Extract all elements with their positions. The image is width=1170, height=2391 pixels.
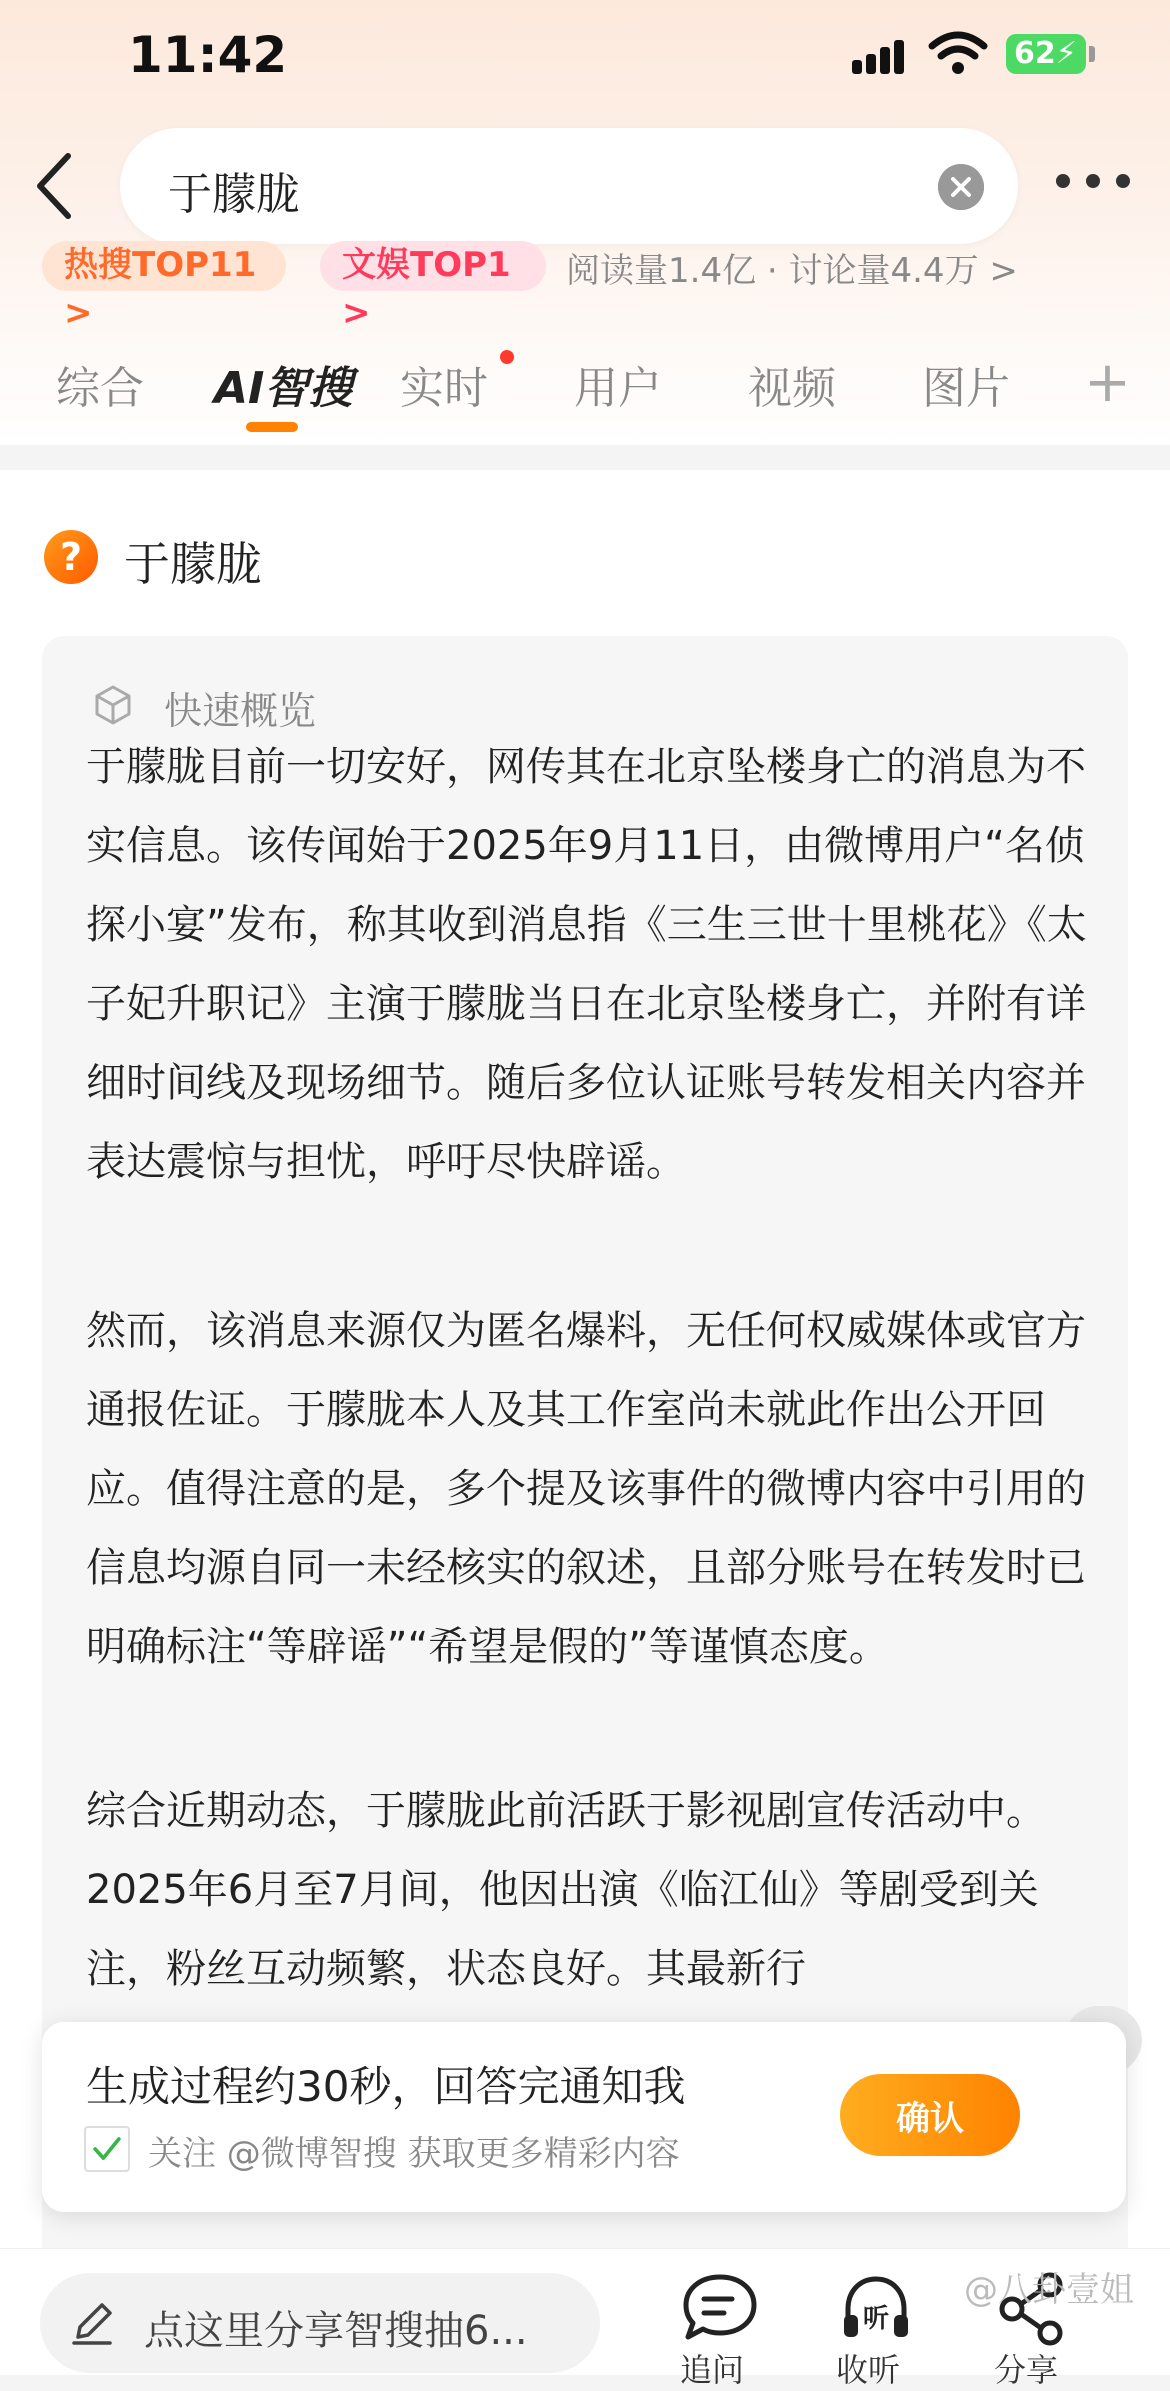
tab-ai-search[interactable]: AI智搜 — [214, 363, 353, 414]
overview-label: 快速概览 — [164, 689, 317, 733]
active-tab-indicator — [246, 422, 298, 432]
back-icon[interactable] — [30, 150, 80, 222]
tab-images[interactable]: 图片 — [922, 363, 1010, 414]
listen-label[interactable]: 收听 — [836, 2351, 901, 2389]
info-strip — [0, 245, 1170, 333]
clear-icon[interactable] — [938, 164, 984, 210]
share-input[interactable] — [40, 2273, 600, 2373]
overview-paragraph-2: 然而，该消息来源仅为匿名爆料，无任何权威媒体或官方通报佐证。于朦胧本人及其工作室尚未就此作出公开回应。值得注意的是，多个提及该事件的微博内容中引用的信息均源自同一未经核实的叙述，且部分账号在转发时已明确标注“等辟谣”“希望是假的”等谨慎态度。 — [86, 1308, 1086, 1670]
overview-paragraph-1: 于朦胧目前一切安好，网传其在北京坠楼身亡的消息为不实信息。该传闻始于2025年9月11日，由微博用户“名侦探小宴”发布，称其收到消息指《三生三世十里桃花》《太子妃升职记》主演于朦胧当日在北京坠楼身亡，并附有详细时间线及现场细节。随后多位认证账号转发相关内容并表达震惊与担忧，呼吁尽快辟谣。 — [86, 744, 1087, 1185]
realtime-notification-dot — [500, 350, 514, 364]
battery-indicator — [1006, 34, 1086, 74]
search-input[interactable]: 于朦胧 — [168, 169, 300, 220]
tab-users[interactable]: 用户 — [574, 363, 662, 414]
ask-icon[interactable] — [680, 2269, 760, 2349]
status-bar — [0, 0, 1170, 110]
cellular-signal-icon — [852, 40, 906, 74]
tab-realtime[interactable]: 实时 — [400, 363, 488, 414]
tab-videos[interactable]: 视频 — [748, 363, 836, 414]
popup-title: 生成过程约30秒，回答完通知我 — [86, 2062, 686, 2111]
listen-icon[interactable] — [836, 2269, 916, 2349]
answer-area — [0, 470, 1170, 2270]
ent-rank[interactable]: 文娱TOP1 > — [320, 241, 546, 291]
question-icon: ? — [44, 530, 98, 584]
follow-option[interactable]: 关注 @微博智搜 获取更多精彩内容 — [148, 2134, 680, 2174]
overview-paragraph-3: 综合近期动态，于朦胧此前活跃于影视剧宣传活动中。2025年6月至7月间，他因出演《临江仙》等剧受到关注，粉丝互动频繁，状态良好。其最新行 — [86, 1788, 1046, 1992]
battery-level: 62 — [1014, 36, 1056, 71]
notify-popup — [42, 2022, 1126, 2212]
question-title: 于朦胧 — [124, 537, 262, 591]
search-bar[interactable] — [120, 128, 1018, 244]
tab-comprehensive[interactable]: 综合 — [56, 363, 144, 414]
read-discuss-stats[interactable]: 阅读量1.4亿 · 讨论量4.4万 > — [566, 251, 1018, 291]
more-icon[interactable] — [1056, 174, 1166, 194]
charging-icon: ⚡ — [1055, 36, 1077, 71]
overview-icon — [92, 684, 134, 726]
hot-search-rank[interactable]: 热搜TOP11 > — [42, 241, 286, 291]
confirm-button[interactable]: 确认 — [840, 2074, 1020, 2156]
battery-tip — [1089, 46, 1095, 62]
svg-text:听: 听 — [862, 2304, 890, 2334]
pencil-icon — [70, 2299, 114, 2347]
status-time: 11:42 — [128, 26, 288, 84]
wifi-icon — [928, 30, 988, 78]
share-label[interactable]: 分享 — [994, 2351, 1059, 2389]
ask-label[interactable]: 追问 — [680, 2351, 745, 2389]
add-tab-icon[interactable]: + — [1084, 350, 1131, 415]
check-icon[interactable] — [84, 2126, 130, 2172]
share-placeholder[interactable]: 点这里分享智搜抽6... — [144, 2308, 528, 2354]
watermark: @八卦壹姐 — [964, 2270, 1134, 2310]
search-tabs — [0, 330, 1170, 440]
